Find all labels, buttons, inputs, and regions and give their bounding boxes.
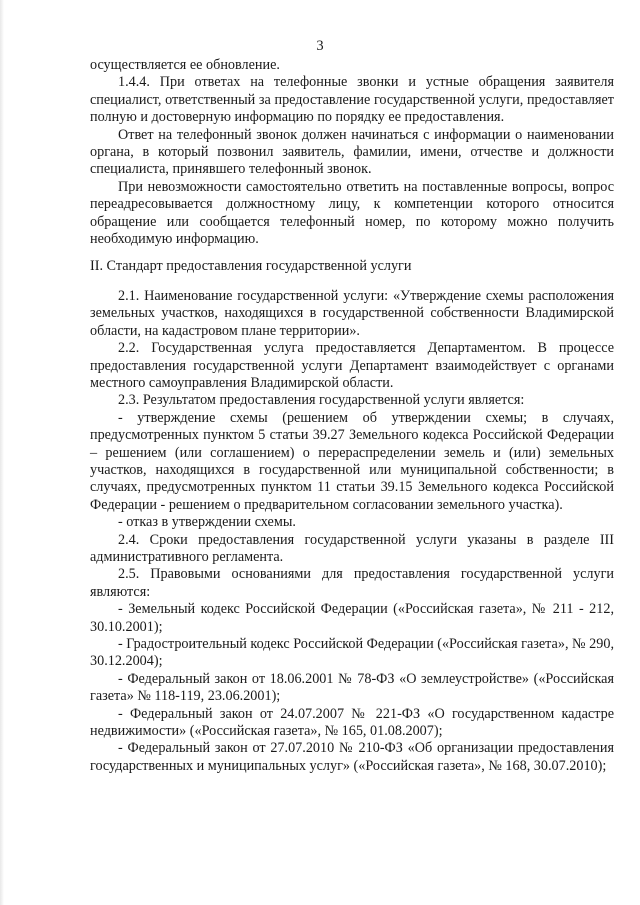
document-body <box>90 57 614 775</box>
list-item-refusal: - отказ в утверждении схемы. <box>118 514 296 531</box>
law-item-land-code: - Земельный кодекс Российской Федерации («Российская газета», № 211 - 212, 30.10.2001); <box>90 601 614 635</box>
paragraph-redirect: При невозможности самостоятельно ответить на поставленные вопросы, вопрос переадресовывается должностному лицу, к компетенции которого относится обращение или сообщается телефонный номер, по которому можно получить необходимую информацию. <box>90 178 614 248</box>
paragraph-continuation: осуществляется ее обновление. <box>90 57 280 73</box>
law-item-urban-code: - Градостроительный кодекс Российской Федерации («Российская газета», № 290, 30.12.2004); <box>90 636 614 670</box>
paragraph-1-4-4: 1.4.4. При ответах на телефонные звонки и устные обращения заявителя специалист, ответственный за предоставление государственной услуги, предоставляет полную и достоверную информацию по порядку ее предоставления. <box>90 74 614 126</box>
list-item-approval: - утверждение схемы (решением об утверждении схемы; в случаях, предусмотренных пунктом 5 статьи 39.27 Земельного кодекса Российской Федерации – решением (или соглашением) о перераспределении земель и (или) земельных участков, находящихся в государственной или муниципальной собственности; в случаях, предусмотренных пунктом 11 статьи 39.15 Земельного кодекса Российской Федерации - решением о предварительном согласовании земельного участка). <box>90 409 614 513</box>
law-item-78-fz: - Федеральный закон от 18.06.2001 № 78-ФЗ «О землеустройстве» («Российская газета» № 118-119, 23.06.2001); <box>90 670 614 705</box>
page-number: 3 <box>316 38 324 54</box>
paragraph-2-4: 2.4. Сроки предоставления государственной услуги указаны в разделе III административного регламента. <box>90 531 614 565</box>
paragraph-2-3: 2.3. Результатом предоставления государственной услуги является: <box>118 392 525 409</box>
paragraph-2-1: 2.1. Наименование государственной услуги: «Утверждение схемы расположения земельных участков, находящихся в государственной собственности Владимирской области, на кадастровом плане территории». <box>90 287 614 339</box>
scan-edge-shadow <box>0 0 4 905</box>
law-item-210-fz: - Федеральный закон от 27.07.2010 № 210-ФЗ «Об организации предоставления государственных и муниципальных услуг» («Российская газета», № 168, 30.07.2010); <box>90 740 614 774</box>
law-item-221-fz: - Федеральный закон от 24.07.2007 № 221-ФЗ «О государственном кадастре недвижимости» («Российская газета», № 165, 01.08.2007); <box>90 705 614 740</box>
paragraph-2-5: 2.5. Правовыми основаниями для предоставления государственной услуги являются: <box>90 566 614 600</box>
section-title: II. Стандарт предоставления государственной услуги <box>90 258 412 275</box>
paragraph-2-2: 2.2. Государственная услуга предоставляется Департаментом. В процессе предоставления государственной услуги Департамент взаимодействует с органами местного самоуправления Владимирской области. <box>90 340 614 391</box>
paragraph-phone-answer: Ответ на телефонный звонок должен начинаться с информации о наименовании органа, в который позвонил заявитель, фамилии, имени, отчестве и должности специалиста, принявшего телефонный звонок. <box>90 126 614 178</box>
